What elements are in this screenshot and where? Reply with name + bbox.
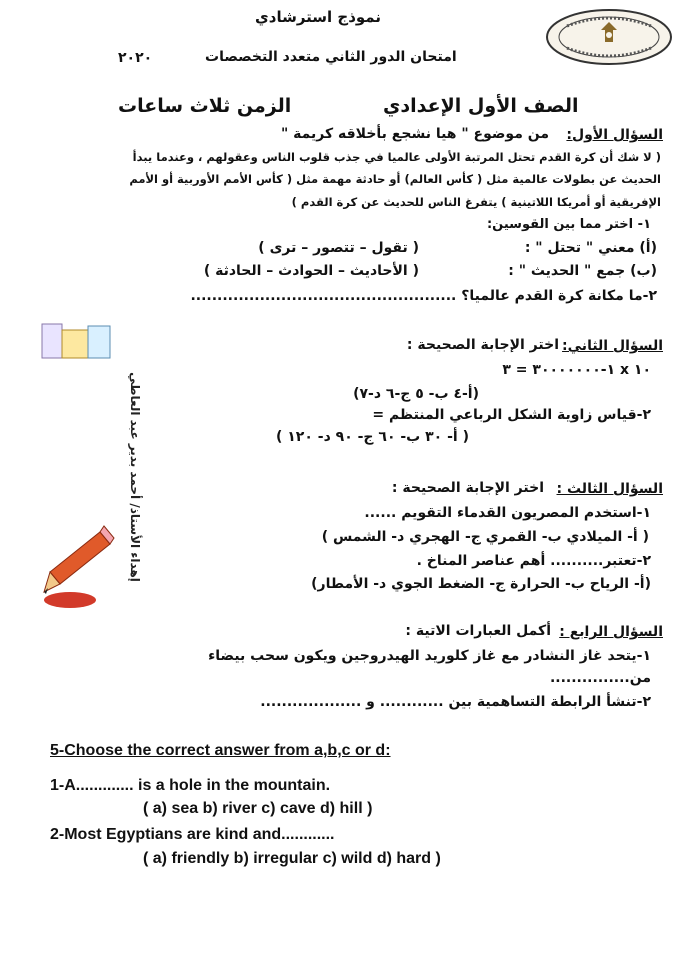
q5-heading: 5-Choose the correct answer from a,b,c or d: <box>50 742 391 759</box>
q2-label: السؤال الثاني: <box>562 338 663 354</box>
q1-instruction: ١- اختر مما بين القوسين: <box>486 217 651 232</box>
q1-b-label: (ب) جمع " الحديث " : <box>508 263 657 279</box>
q2-item-1-options: (أ-٤ ب- ٥ ج-٦ د-٧) <box>353 386 479 402</box>
q5-item-2-options: ( a) friendly b) irregular c) wild d) hard ) <box>143 850 441 867</box>
q2-item-2: ٢-قياس زاوية الشكل الرباعي المنتظم = <box>372 407 651 423</box>
q3-item-2: ٢-تعتبر.......... أهم عناصر المناخ . <box>416 553 651 569</box>
q3-item-2-options: (أ- الرياح ب- الحرارة ج- الضغط الجوي د- الأمطار) <box>311 576 651 592</box>
q2-item-1: ١-٣٠٠٠٠٠٠٠ = ٣ x ١٠ <box>502 362 651 378</box>
q1-item-2: ٢-ما مكانة كرة القدم عالميا؟ .................................................. <box>190 288 657 304</box>
document-title: نموذج استرشادي <box>255 8 381 26</box>
q4-item-1-continued: من............... <box>549 670 651 686</box>
q2-prompt: اختر الإجابة الصحيحة : <box>406 337 559 353</box>
q4-prompt: أكمل العبارات الاتية : <box>405 623 551 639</box>
q3-label: السؤال الثالث : <box>556 481 663 497</box>
teacher-dedication: إهداء الأستاذ/ أحمد بدير عبد العاطي <box>128 372 142 582</box>
q4-item-1: ١-يتحد غاز النشادر مع غاز كلوريد الهيدروجين ويكون سحب بيضاء <box>208 648 651 664</box>
q4-label: السؤال الرابع : <box>559 624 663 640</box>
q2-item-2-options: ( أ- ٣٠ ب- ٦٠ ج- ٩٠ د- ١٢٠ ) <box>275 429 469 445</box>
q3-item-1: ١-استخدم المصريون القدماء التقويم ...... <box>364 505 651 521</box>
q4-item-2: ٢-تنشأ الرابطة التساهمية بين ............ و ................... <box>260 694 651 710</box>
q1-passage-line-2: الحديث عن بطولات عالمية مثل ( كأس العالم) أو حادثة مهمة مثل ( كأس الأمم الأوربية أو الأمم <box>129 172 661 186</box>
exam-year: ٢٠٢٠ <box>118 50 153 66</box>
q1-prompt: من موضوع " هيا نشجع بأخلاقه كريمة " <box>281 126 549 142</box>
duration-heading: الزمن ثلاث ساعات <box>118 95 292 117</box>
q3-prompt: اختر الإجابة الصحيحة : <box>391 480 544 496</box>
q1-passage-line-3: الإفريقية أو أمريكا اللاتينية ) يتفرغ الناس للحديث عن كرة القدم ) <box>291 195 661 209</box>
ministry-seal <box>545 8 673 66</box>
q1-label: السؤال الأول: <box>566 127 663 143</box>
pencil-books-illustration <box>40 322 116 622</box>
q5-item-2: 2-Most Egyptians are kind and............ <box>50 826 335 843</box>
q1-a-label: (أ) معني " تحتل " : <box>524 240 657 256</box>
q5-item-1-options: ( a) sea b) river c) cave d) hill ) <box>143 800 373 817</box>
q1-b-options: ( الأحاديث – الحوادث – الحادثة ) <box>203 263 419 279</box>
q5-item-1: 1-A............. is a hole in the mountain. <box>50 777 331 794</box>
exam-title: امتحان الدور الثاني متعدد التخصصات <box>205 49 457 65</box>
q1-passage-line-1: ( لا شك أن كرة القدم تحتل المرتبة الأولى عالميا في جذب قلوب الناس وعقولهم ، وعندما يبدأ <box>132 150 661 164</box>
q3-item-1-options: ( أ- الميلادي ب- القمري ج- الهجري د- الشمس ) <box>321 529 649 545</box>
q1-a-options: ( تقول – تتصور – ترى ) <box>258 240 419 256</box>
grade-heading: الصف الأول الإعدادي <box>383 95 579 117</box>
